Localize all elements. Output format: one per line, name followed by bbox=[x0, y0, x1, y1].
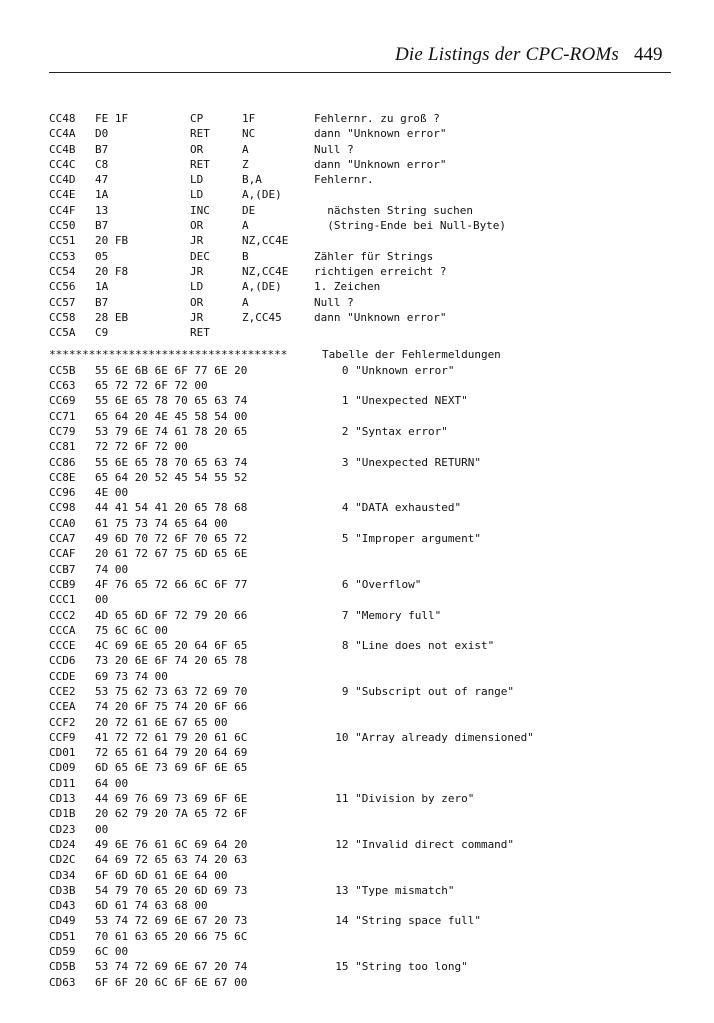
address: CCA0 bbox=[49, 516, 76, 530]
table-row bbox=[49, 745, 689, 760]
error-message: 7 "Memory full" bbox=[322, 608, 442, 622]
address: CC4A bbox=[49, 127, 76, 141]
address: CC57 bbox=[49, 295, 76, 309]
opcode-bytes: 13 bbox=[95, 203, 109, 217]
table-row bbox=[49, 669, 689, 684]
data-bytes: 20 62 79 20 7A 65 72 6F bbox=[95, 807, 248, 821]
error-message: 9 "Subscript out of range" bbox=[322, 684, 515, 698]
address: CC4F bbox=[49, 203, 76, 217]
comment: dann "Unknown error" bbox=[314, 310, 447, 324]
error-message: 2 "Syntax error" bbox=[322, 424, 448, 438]
mnemonic: RET bbox=[190, 326, 210, 340]
table-row bbox=[49, 562, 689, 577]
table-row bbox=[49, 944, 689, 959]
code-line bbox=[49, 264, 689, 279]
table-row bbox=[49, 791, 689, 806]
error-message: 6 "Overflow" bbox=[322, 577, 422, 591]
table-row bbox=[49, 378, 689, 393]
table-row bbox=[49, 837, 689, 852]
data-bytes: 20 72 61 6E 67 65 00 bbox=[95, 715, 228, 729]
opcode-bytes: 1A bbox=[95, 188, 109, 202]
data-bytes: 72 72 6F 72 00 bbox=[95, 440, 188, 454]
address: CD51 bbox=[49, 929, 76, 943]
address: CC4B bbox=[49, 142, 76, 156]
mnemonic: CP bbox=[190, 112, 204, 125]
opcode-bytes: 05 bbox=[95, 249, 109, 263]
operand: NZ,CC4E bbox=[242, 264, 289, 278]
table-row bbox=[49, 806, 689, 821]
opcode-bytes: 47 bbox=[95, 173, 109, 187]
code-line bbox=[49, 295, 689, 310]
opcode-bytes: B7 bbox=[95, 142, 109, 156]
running-title: Die Listings der CPC-ROMs bbox=[395, 44, 620, 65]
table-row bbox=[49, 577, 689, 592]
error-message: 0 "Unknown error" bbox=[322, 363, 455, 377]
operand: A bbox=[242, 219, 249, 233]
table-row bbox=[49, 393, 689, 408]
error-message: 1 "Unexpected NEXT" bbox=[322, 394, 468, 408]
address: CCCE bbox=[49, 639, 76, 653]
address: CCDE bbox=[49, 669, 76, 683]
mnemonic: JR bbox=[190, 264, 204, 278]
operand: B,A bbox=[242, 173, 262, 187]
data-bytes: 00 bbox=[95, 593, 109, 607]
comment: Zähler für Strings bbox=[314, 249, 434, 263]
code-line bbox=[49, 233, 689, 248]
opcode-bytes: 20 FB bbox=[95, 234, 129, 248]
error-message: 11 "Division by zero" bbox=[322, 792, 475, 806]
comment: dann "Unknown error" bbox=[314, 157, 447, 171]
assembly-listing bbox=[49, 111, 689, 990]
code-line bbox=[49, 142, 689, 157]
address: CC79 bbox=[49, 424, 76, 438]
code-line bbox=[49, 310, 689, 325]
data-bytes: 6F 6D 6D 61 6E 64 00 bbox=[95, 868, 228, 882]
data-bytes: 53 74 72 69 6E 67 20 74 bbox=[95, 960, 248, 974]
table-title: Tabelle der Fehlermeldungen bbox=[322, 348, 501, 362]
error-message: 15 "String too long" bbox=[322, 960, 468, 974]
address: CD23 bbox=[49, 822, 76, 836]
address: CC5A bbox=[49, 326, 76, 340]
address: CCB7 bbox=[49, 562, 76, 576]
table-row bbox=[49, 959, 689, 974]
address: CC98 bbox=[49, 501, 76, 515]
operand: B bbox=[242, 249, 249, 263]
address: CC51 bbox=[49, 234, 76, 248]
data-bytes: 55 6E 65 78 70 65 63 74 bbox=[95, 394, 248, 408]
code-line bbox=[49, 249, 689, 264]
comment: Fehlernr. zu groß ? bbox=[314, 112, 440, 125]
table-row bbox=[49, 363, 689, 378]
table-row bbox=[49, 592, 689, 607]
comment: Fehlernr. bbox=[314, 173, 374, 187]
mnemonic: JR bbox=[190, 310, 204, 324]
comment: Null ? bbox=[314, 142, 354, 156]
table-header-line bbox=[49, 347, 689, 362]
data-bytes: 74 20 6F 75 74 20 6F 66 bbox=[95, 700, 248, 714]
data-bytes: 74 00 bbox=[95, 562, 129, 576]
operand: Z bbox=[242, 157, 249, 171]
comment: richtigen erreicht ? bbox=[314, 264, 447, 278]
opcode-bytes: B7 bbox=[95, 295, 109, 309]
data-bytes: 75 6C 6C 00 bbox=[95, 623, 168, 637]
address: CCF9 bbox=[49, 730, 76, 744]
code-line bbox=[49, 279, 689, 294]
comment: (String-Ende bei Null-Byte) bbox=[314, 219, 507, 233]
address: CD13 bbox=[49, 792, 76, 806]
address: CD3B bbox=[49, 883, 76, 897]
error-message: 14 "String space full" bbox=[322, 914, 481, 928]
address: CC48 bbox=[49, 112, 76, 125]
data-bytes: 53 74 72 69 6E 67 20 73 bbox=[95, 914, 248, 928]
address: CC50 bbox=[49, 219, 76, 233]
table-row bbox=[49, 898, 689, 913]
error-message: 12 "Invalid direct command" bbox=[322, 837, 515, 851]
comment: dann "Unknown error" bbox=[314, 127, 447, 141]
operand: 1F bbox=[242, 112, 256, 125]
address: CD01 bbox=[49, 746, 76, 760]
address: CD49 bbox=[49, 914, 76, 928]
opcode-bytes: FE 1F bbox=[95, 112, 129, 125]
address: CCEA bbox=[49, 700, 76, 714]
table-row bbox=[49, 760, 689, 775]
code-line bbox=[49, 218, 689, 233]
data-bytes: 6D 65 6E 73 69 6F 6E 65 bbox=[95, 761, 248, 775]
table-row bbox=[49, 424, 689, 439]
address: CCB9 bbox=[49, 577, 76, 591]
error-message: 5 "Improper argument" bbox=[322, 532, 481, 546]
opcode-bytes: D0 bbox=[95, 127, 109, 141]
data-bytes: 69 73 74 00 bbox=[95, 669, 168, 683]
data-bytes: 65 64 20 52 45 54 55 52 bbox=[95, 470, 248, 484]
address: CC69 bbox=[49, 394, 76, 408]
address: CC58 bbox=[49, 310, 76, 324]
comment: 1. Zeichen bbox=[314, 280, 381, 294]
operand: A bbox=[242, 142, 249, 156]
data-bytes: 64 00 bbox=[95, 776, 129, 790]
data-bytes: 55 6E 65 78 70 65 63 74 bbox=[95, 455, 248, 469]
table-row bbox=[49, 638, 689, 653]
data-bytes: 72 65 61 64 79 20 64 69 bbox=[95, 746, 248, 760]
table-row bbox=[49, 608, 689, 623]
data-bytes: 6D 61 74 63 68 00 bbox=[95, 899, 208, 913]
header-rule bbox=[49, 72, 671, 73]
address: CD63 bbox=[49, 975, 76, 989]
operand: NC bbox=[242, 127, 256, 141]
comment: nächsten String suchen bbox=[314, 203, 473, 217]
table-row bbox=[49, 470, 689, 485]
data-bytes: 4D 65 6D 6F 72 79 20 66 bbox=[95, 608, 248, 622]
operand: DE bbox=[242, 203, 256, 217]
mnemonic: RET bbox=[190, 157, 210, 171]
separator-stars: ************************************ bbox=[49, 348, 288, 362]
address: CD2C bbox=[49, 853, 76, 867]
table-row bbox=[49, 623, 689, 638]
address: CCE2 bbox=[49, 684, 76, 698]
error-message: 10 "Array already dimensioned" bbox=[322, 730, 534, 744]
data-bytes: 49 6D 70 72 6F 70 65 72 bbox=[95, 532, 248, 546]
address: CD24 bbox=[49, 837, 76, 851]
opcode-bytes: C8 bbox=[95, 157, 109, 171]
mnemonic: LD bbox=[190, 188, 204, 202]
code-line bbox=[49, 157, 689, 172]
table-row bbox=[49, 975, 689, 990]
mnemonic: OR bbox=[190, 219, 204, 233]
table-row bbox=[49, 439, 689, 454]
address: CCF2 bbox=[49, 715, 76, 729]
code-line bbox=[49, 325, 689, 340]
mnemonic: LD bbox=[190, 280, 204, 294]
table-row bbox=[49, 715, 689, 730]
data-bytes: 49 6E 76 61 6C 69 64 20 bbox=[95, 837, 248, 851]
address: CCC1 bbox=[49, 593, 76, 607]
section-gap bbox=[49, 340, 689, 347]
opcode-bytes: 1A bbox=[95, 280, 109, 294]
table-row bbox=[49, 776, 689, 791]
table-row bbox=[49, 455, 689, 470]
data-bytes: 41 72 72 61 79 20 61 6C bbox=[95, 730, 248, 744]
error-message: 13 "Type mismatch" bbox=[322, 883, 455, 897]
address: CC86 bbox=[49, 455, 76, 469]
table-row bbox=[49, 929, 689, 944]
table-row bbox=[49, 500, 689, 515]
data-bytes: 44 69 76 69 73 69 6F 6E bbox=[95, 792, 248, 806]
table-row bbox=[49, 822, 689, 837]
table-row bbox=[49, 409, 689, 424]
table-row bbox=[49, 516, 689, 531]
data-bytes: 00 bbox=[95, 822, 109, 836]
opcode-bytes: 20 F8 bbox=[95, 264, 129, 278]
data-bytes: 73 20 6E 6F 74 20 65 78 bbox=[95, 654, 248, 668]
page-number: 449 bbox=[634, 44, 663, 65]
address: CC4E bbox=[49, 188, 76, 202]
data-bytes: 4F 76 65 72 66 6C 6F 77 bbox=[95, 577, 248, 591]
error-message: 4 "DATA exhausted" bbox=[322, 501, 462, 515]
address: CC54 bbox=[49, 264, 76, 278]
error-message-table bbox=[49, 363, 689, 990]
data-bytes: 53 75 62 73 63 72 69 70 bbox=[95, 684, 248, 698]
data-bytes: 6F 6F 20 6C 6F 6E 67 00 bbox=[95, 975, 248, 989]
table-row bbox=[49, 852, 689, 867]
operand: Z,CC45 bbox=[242, 310, 282, 324]
address: CC8E bbox=[49, 470, 76, 484]
table-row bbox=[49, 485, 689, 500]
operand: A,(DE) bbox=[242, 280, 282, 294]
address: CD1B bbox=[49, 807, 76, 821]
address: CD09 bbox=[49, 761, 76, 775]
address: CCA7 bbox=[49, 532, 76, 546]
table-row bbox=[49, 868, 689, 883]
operand: NZ,CC4E bbox=[242, 234, 289, 248]
address: CC53 bbox=[49, 249, 76, 263]
code-line bbox=[49, 203, 689, 218]
code-line bbox=[49, 172, 689, 187]
address: CD34 bbox=[49, 868, 76, 882]
operand: A bbox=[242, 295, 249, 309]
address: CC5B bbox=[49, 363, 76, 377]
address: CCC2 bbox=[49, 608, 76, 622]
data-bytes: 53 79 6E 74 61 78 20 65 bbox=[95, 424, 248, 438]
address: CC63 bbox=[49, 379, 76, 393]
mnemonic: OR bbox=[190, 295, 204, 309]
operand: A,(DE) bbox=[242, 188, 282, 202]
error-message: 8 "Line does not exist" bbox=[322, 639, 495, 653]
data-bytes: 65 72 72 6F 72 00 bbox=[95, 379, 208, 393]
data-bytes: 20 61 72 67 75 6D 65 6E bbox=[95, 547, 248, 561]
data-bytes: 4C 69 6E 65 20 64 6F 65 bbox=[95, 639, 248, 653]
data-bytes: 54 79 70 65 20 6D 69 73 bbox=[95, 883, 248, 897]
table-row bbox=[49, 653, 689, 668]
data-bytes: 70 61 63 65 20 66 75 6C bbox=[95, 929, 248, 943]
address: CC56 bbox=[49, 280, 76, 294]
address: CC96 bbox=[49, 486, 76, 500]
address: CCAF bbox=[49, 547, 76, 561]
address: CC81 bbox=[49, 440, 76, 454]
mnemonic: LD bbox=[190, 173, 204, 187]
code-block bbox=[49, 111, 689, 340]
address: CC4D bbox=[49, 173, 76, 187]
comment: Null ? bbox=[314, 295, 354, 309]
address: CCCA bbox=[49, 623, 76, 637]
address: CC71 bbox=[49, 409, 76, 423]
opcode-bytes: C9 bbox=[95, 326, 109, 340]
data-bytes: 65 64 20 4E 45 58 54 00 bbox=[95, 409, 248, 423]
data-bytes: 64 69 72 65 63 74 20 63 bbox=[95, 853, 248, 867]
address: CD59 bbox=[49, 945, 76, 959]
data-bytes: 4E 00 bbox=[95, 486, 129, 500]
table-row bbox=[49, 546, 689, 561]
code-line bbox=[49, 126, 689, 141]
address: CC4C bbox=[49, 157, 76, 171]
table-row bbox=[49, 913, 689, 928]
table-row bbox=[49, 883, 689, 898]
mnemonic: OR bbox=[190, 142, 204, 156]
table-row bbox=[49, 531, 689, 546]
error-message: 3 "Unexpected RETURN" bbox=[322, 455, 481, 469]
mnemonic: INC bbox=[190, 203, 210, 217]
address: CD5B bbox=[49, 960, 76, 974]
data-bytes: 6C 00 bbox=[95, 945, 129, 959]
mnemonic: RET bbox=[190, 127, 210, 141]
table-row bbox=[49, 684, 689, 699]
address: CD43 bbox=[49, 899, 76, 913]
mnemonic: DEC bbox=[190, 249, 210, 263]
opcode-bytes: B7 bbox=[95, 219, 109, 233]
opcode-bytes: 28 EB bbox=[95, 310, 129, 324]
mnemonic: JR bbox=[190, 234, 204, 248]
address: CD11 bbox=[49, 776, 76, 790]
code-line bbox=[49, 111, 689, 126]
code-line bbox=[49, 187, 689, 202]
address: CCD6 bbox=[49, 654, 76, 668]
data-bytes: 61 75 73 74 65 64 00 bbox=[95, 516, 228, 530]
data-bytes: 44 41 54 41 20 65 78 68 bbox=[95, 501, 248, 515]
table-row bbox=[49, 730, 689, 745]
table-row bbox=[49, 699, 689, 714]
data-bytes: 55 6E 6B 6E 6F 77 6E 20 bbox=[95, 363, 248, 377]
